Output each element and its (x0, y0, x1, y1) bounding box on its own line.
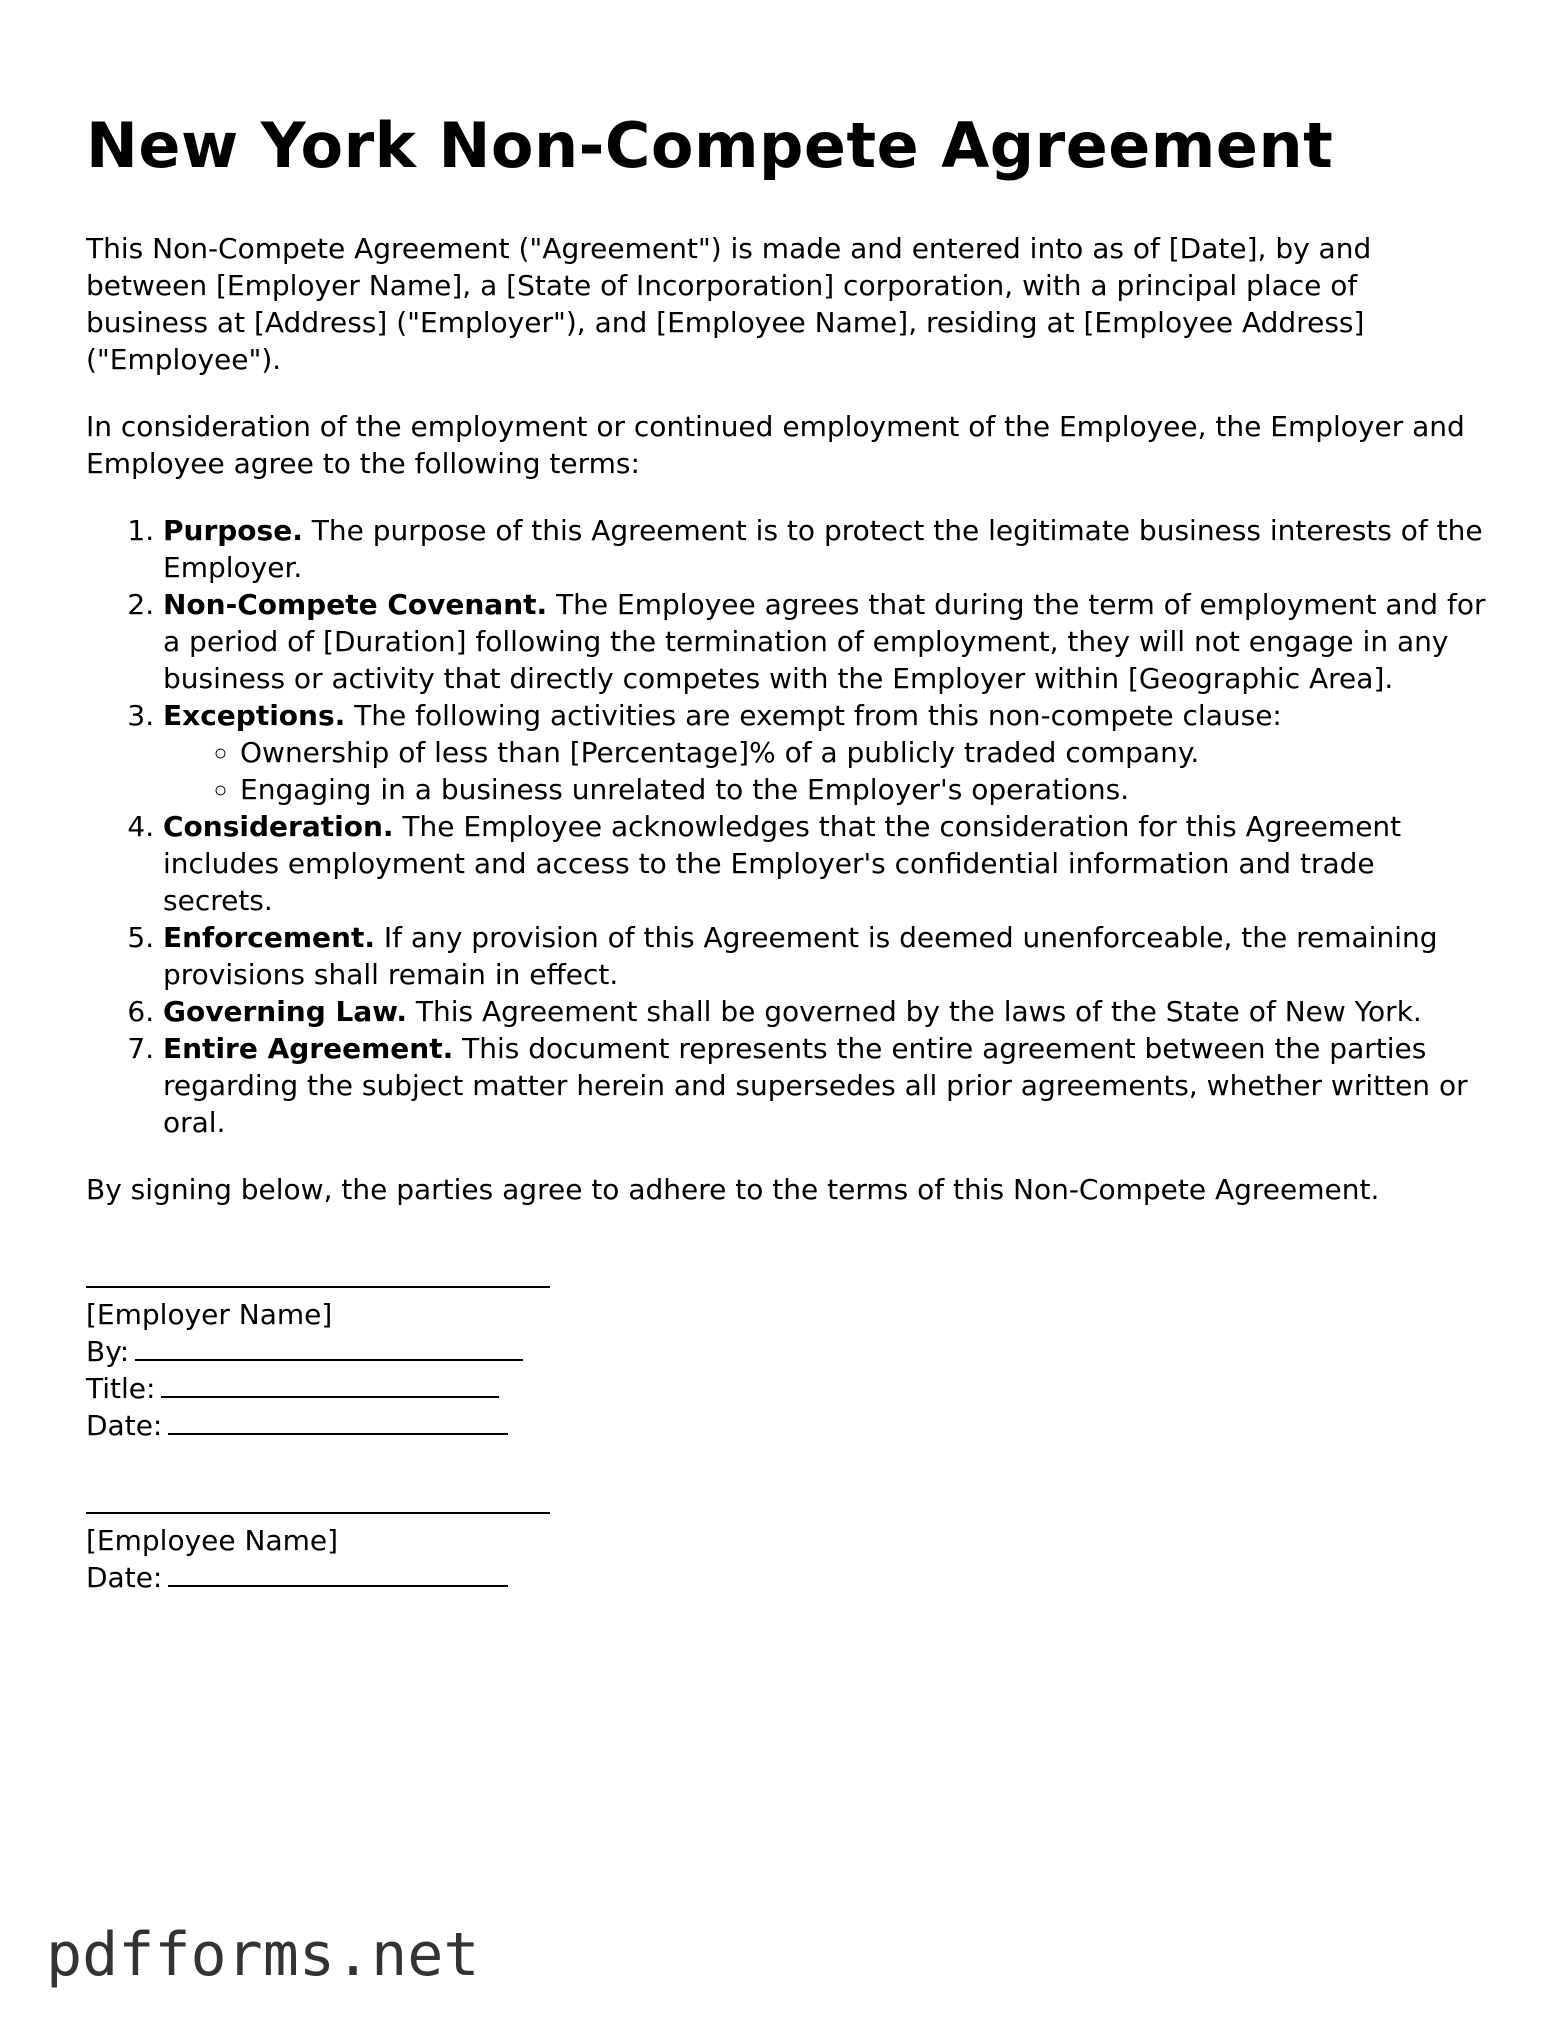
employer-title-row (86, 1370, 1486, 1407)
term-item (163, 919, 1486, 993)
term-heading: Enforcement. (163, 921, 375, 954)
employer-signature-line[interactable] (86, 1256, 550, 1288)
employee-date-blank-field[interactable] (168, 1559, 508, 1587)
term-item (163, 512, 1486, 586)
term-heading: Entire Agreement. (163, 1032, 454, 1065)
date-label: Date: (86, 1409, 163, 1442)
closing-paragraph: By signing below, the parties agree to adhere to the terms of this Non-Compete Agreement. (86, 1173, 1380, 1206)
term-text: This document represents the entire agreement between the parties regarding the subject matter herein and supersedes all prior agreements, whether written or oral. (163, 1032, 1468, 1139)
exception-item: ◦ Ownership of less than [Percentage]% of a publicly traded company. (240, 734, 1486, 771)
term-item (163, 586, 1486, 697)
term-heading: Exceptions. (163, 699, 346, 732)
intro-paragraph: This Non-Compete Agreement ("Agreement") is made and entered into as of [Date], by and between [Employer Name], a [State of Incorporation] corporation, with a principal place of business at [Address] ("Employer"), and [Employee Name], residing at [Employee Address] ("Employee"). (86, 232, 1372, 376)
employer-date-blank-field[interactable] (168, 1407, 508, 1435)
title-blank-field[interactable] (161, 1370, 499, 1398)
employee-date-row (86, 1559, 1486, 1596)
term-item (163, 808, 1486, 919)
document-page (86, 110, 1486, 1596)
term-text: This Agreement shall be governed by the laws of the State of New York. (415, 995, 1422, 1028)
term-text: The purpose of this Agreement is to protect the legitimate business interests of the Employer. (163, 514, 1483, 584)
term-item (163, 697, 1486, 808)
employee-signature-line[interactable] (86, 1482, 550, 1514)
consideration-paragraph: In consideration of the employment or continued employment of the Employee, the Employer and Employee agree to the following terms: (86, 410, 1465, 480)
exceptions-sublist (163, 734, 1486, 808)
term-text: The Employee agrees that during the term of employment and for a period of [Duration] following the termination of employment, they will not engage in any business or activity that directly competes with the Employer within [Geographic Area]. (163, 588, 1486, 695)
terms-list (86, 512, 1486, 1141)
by-blank-field[interactable] (135, 1333, 523, 1361)
exception-item: ◦ Engaging in a business unrelated to the Employer's operations. (240, 771, 1486, 808)
term-text: The following activities are exempt from this non-compete clause: (354, 699, 1282, 732)
employer-by-row (86, 1333, 1486, 1370)
term-heading: Purpose. (163, 514, 303, 547)
term-item (163, 993, 1486, 1030)
document-title: New York Non-Compete Agreement (86, 109, 1334, 182)
employee-signature-block (86, 1482, 1486, 1596)
employer-signature-block (86, 1256, 1486, 1444)
employer-name-label: [Employer Name] (86, 1298, 333, 1331)
term-item (163, 1030, 1486, 1141)
date-label: Date: (86, 1561, 163, 1594)
term-heading: Consideration. (163, 810, 394, 843)
term-heading: Non-Compete Covenant. (163, 588, 548, 621)
watermark-logo: pdfforms.net (46, 1920, 480, 1990)
term-text: The Employee acknowledges that the consideration for this Agreement includes employment and access to the Employer's confidential information and trade secrets. (163, 810, 1402, 917)
by-label: By: (86, 1335, 130, 1368)
employee-name-label: [Employee Name] (86, 1524, 339, 1557)
term-heading: Governing Law. (163, 995, 407, 1028)
term-text: If any provision of this Agreement is deemed unenforceable, the remaining provisions shall remain in effect. (163, 921, 1438, 991)
employer-date-row (86, 1407, 1486, 1444)
title-label: Title: (86, 1372, 156, 1405)
